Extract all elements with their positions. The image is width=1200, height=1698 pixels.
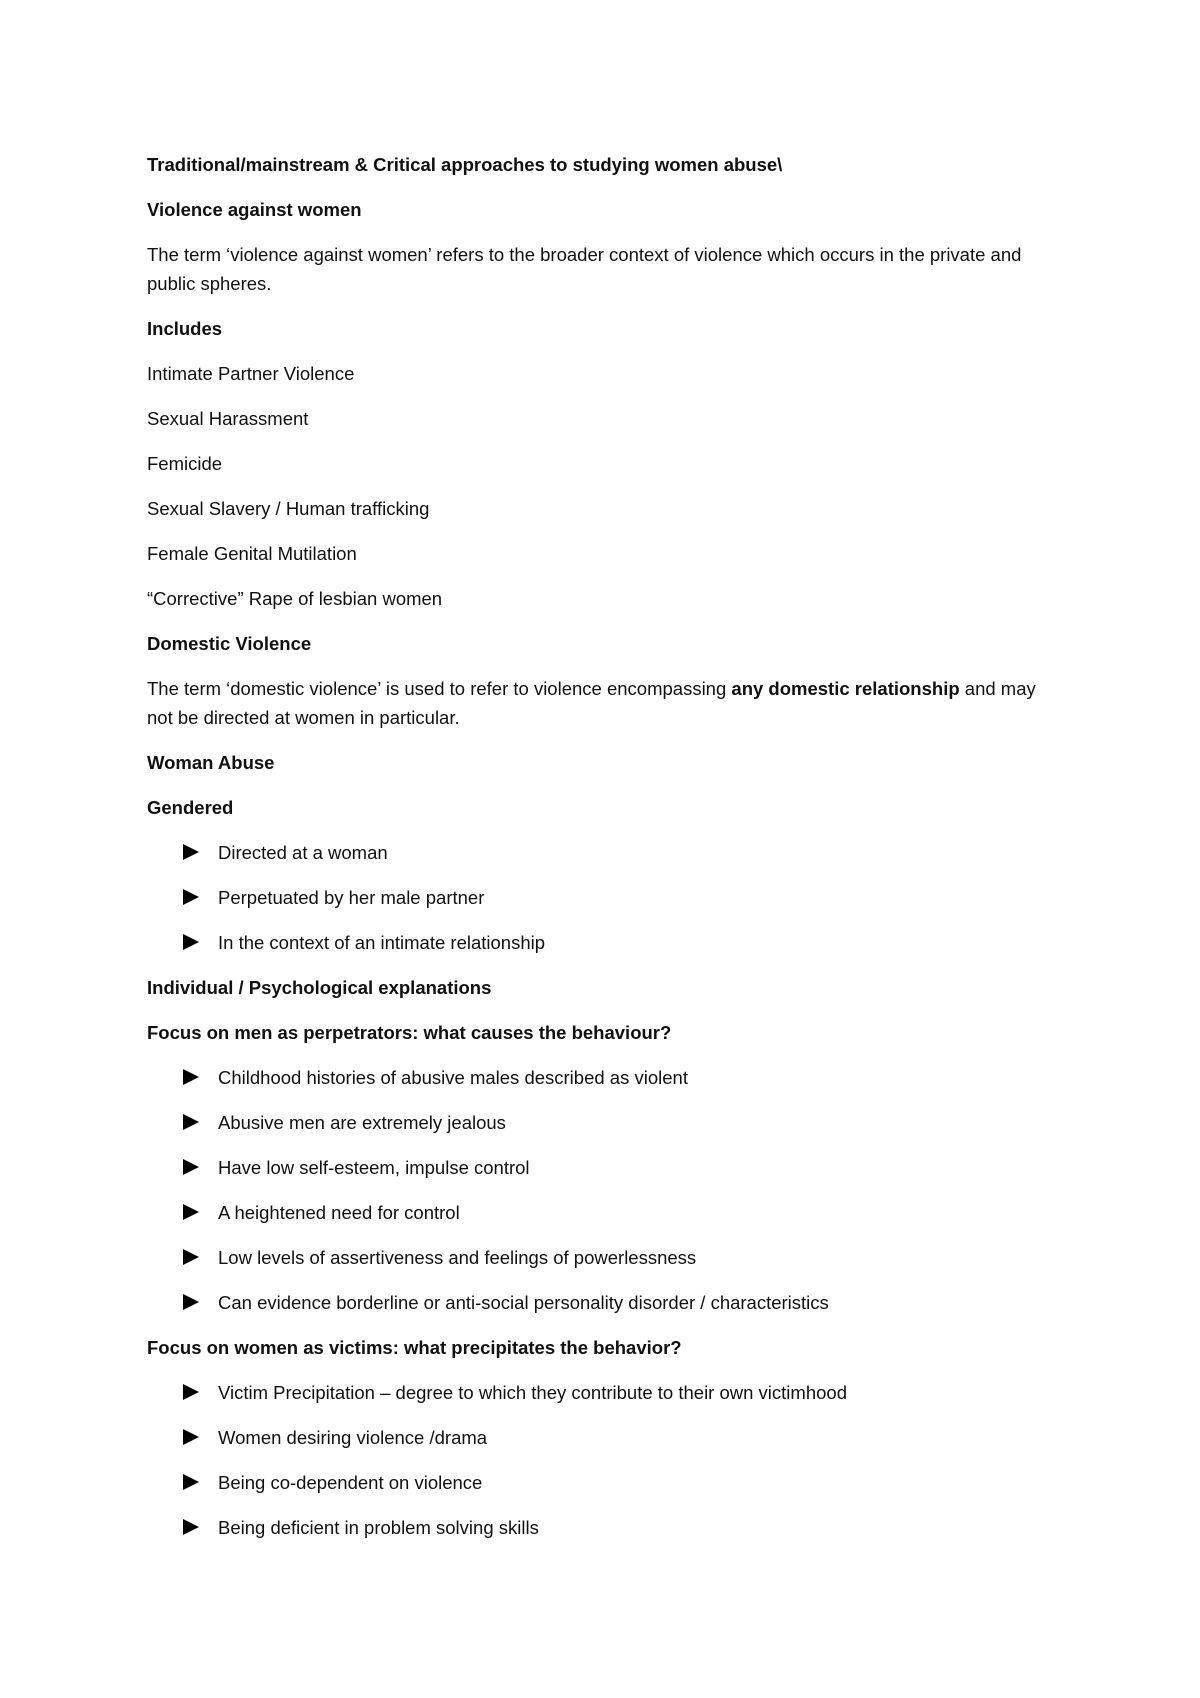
heading-violence-against-women: Violence against women xyxy=(147,199,362,220)
heading-gendered: Gendered xyxy=(147,797,234,818)
list-item xyxy=(147,1378,1047,1407)
includes-item: Femicide xyxy=(147,453,223,474)
arrow-bullet-icon xyxy=(183,1114,199,1130)
arrow-bullet-icon xyxy=(183,1519,199,1535)
includes-item: Female Genital Mutilation xyxy=(147,543,357,564)
dv-text-end: and may not be directed at women in particular. xyxy=(147,678,1036,728)
list-item xyxy=(147,1468,1047,1497)
heading-individual-psychological: Individual / Psychological explanations xyxy=(147,977,492,998)
heading-includes: Includes xyxy=(147,318,223,339)
list-item xyxy=(147,1063,1047,1092)
document-title: Traditional/mainstream & Critical approaches to studying women abuse\ xyxy=(147,154,783,175)
heading-woman-abuse: Woman Abuse xyxy=(147,752,275,773)
paragraph-violence-against-women: The term ‘violence against women’ refers to the broader context of violence which occurs in the private and public spheres. xyxy=(147,244,1022,294)
dv-text-start: The term ‘domestic violence’ is used to refer to violence encompassing xyxy=(147,678,732,699)
heading-women-victims: Focus on women as victims: what precipitates the behavior? xyxy=(147,1337,682,1358)
list-item-text: In the context of an intimate relationship xyxy=(218,932,546,953)
list-item-text: Can evidence borderline or anti-social personality disorder / characteristics xyxy=(218,1292,829,1313)
list-item-text: Childhood histories of abusive males described as violent xyxy=(218,1067,688,1088)
list-item-text: Low levels of assertiveness and feelings of powerlessness xyxy=(218,1247,697,1268)
list-item-text: Victim Precipitation – degree to which they contribute to their own victimhood xyxy=(218,1382,847,1403)
gendered-list xyxy=(147,838,1047,957)
men-list xyxy=(147,1063,1047,1317)
arrow-bullet-icon xyxy=(183,1159,199,1175)
list-item-text: Women desiring violence /drama xyxy=(218,1427,488,1448)
includes-item: Intimate Partner Violence xyxy=(147,363,355,384)
women-list xyxy=(147,1378,1047,1542)
list-item xyxy=(147,883,1047,912)
list-item xyxy=(147,1513,1047,1542)
paragraph-domestic-violence xyxy=(147,674,1047,732)
arrow-bullet-icon xyxy=(183,934,199,950)
list-item xyxy=(147,1108,1047,1137)
list-item xyxy=(147,1243,1047,1272)
list-item-text: A heightened need for control xyxy=(218,1202,460,1223)
document-page xyxy=(147,150,1047,1558)
arrow-bullet-icon xyxy=(183,1069,199,1085)
arrow-bullet-icon xyxy=(183,1429,199,1445)
list-item-text: Have low self-esteem, impulse control xyxy=(218,1157,530,1178)
arrow-bullet-icon xyxy=(183,844,199,860)
list-item-text: Being co-dependent on violence xyxy=(218,1472,483,1493)
arrow-bullet-icon xyxy=(183,1474,199,1490)
list-item xyxy=(147,1198,1047,1227)
list-item xyxy=(147,1423,1047,1452)
arrow-bullet-icon xyxy=(183,1294,199,1310)
includes-item: Sexual Harassment xyxy=(147,408,309,429)
heading-domestic-violence: Domestic Violence xyxy=(147,633,312,654)
arrow-bullet-icon xyxy=(183,1384,199,1400)
includes-item: “Corrective” Rape of lesbian women xyxy=(147,588,443,609)
includes-item: Sexual Slavery / Human trafficking xyxy=(147,498,430,519)
list-item xyxy=(147,928,1047,957)
arrow-bullet-icon xyxy=(183,1204,199,1220)
list-item-text: Directed at a woman xyxy=(218,842,388,863)
list-item xyxy=(147,838,1047,867)
list-item-text: Abusive men are extremely jealous xyxy=(218,1112,506,1133)
dv-text-bold: any domestic relationship xyxy=(731,678,960,699)
arrow-bullet-icon xyxy=(183,1249,199,1265)
list-item-text: Perpetuated by her male partner xyxy=(218,887,485,908)
heading-men-perpetrators: Focus on men as perpetrators: what causes the behaviour? xyxy=(147,1022,672,1043)
arrow-bullet-icon xyxy=(183,889,199,905)
list-item xyxy=(147,1153,1047,1182)
list-item xyxy=(147,1288,1047,1317)
list-item-text: Being deficient in problem solving skills xyxy=(218,1517,539,1538)
